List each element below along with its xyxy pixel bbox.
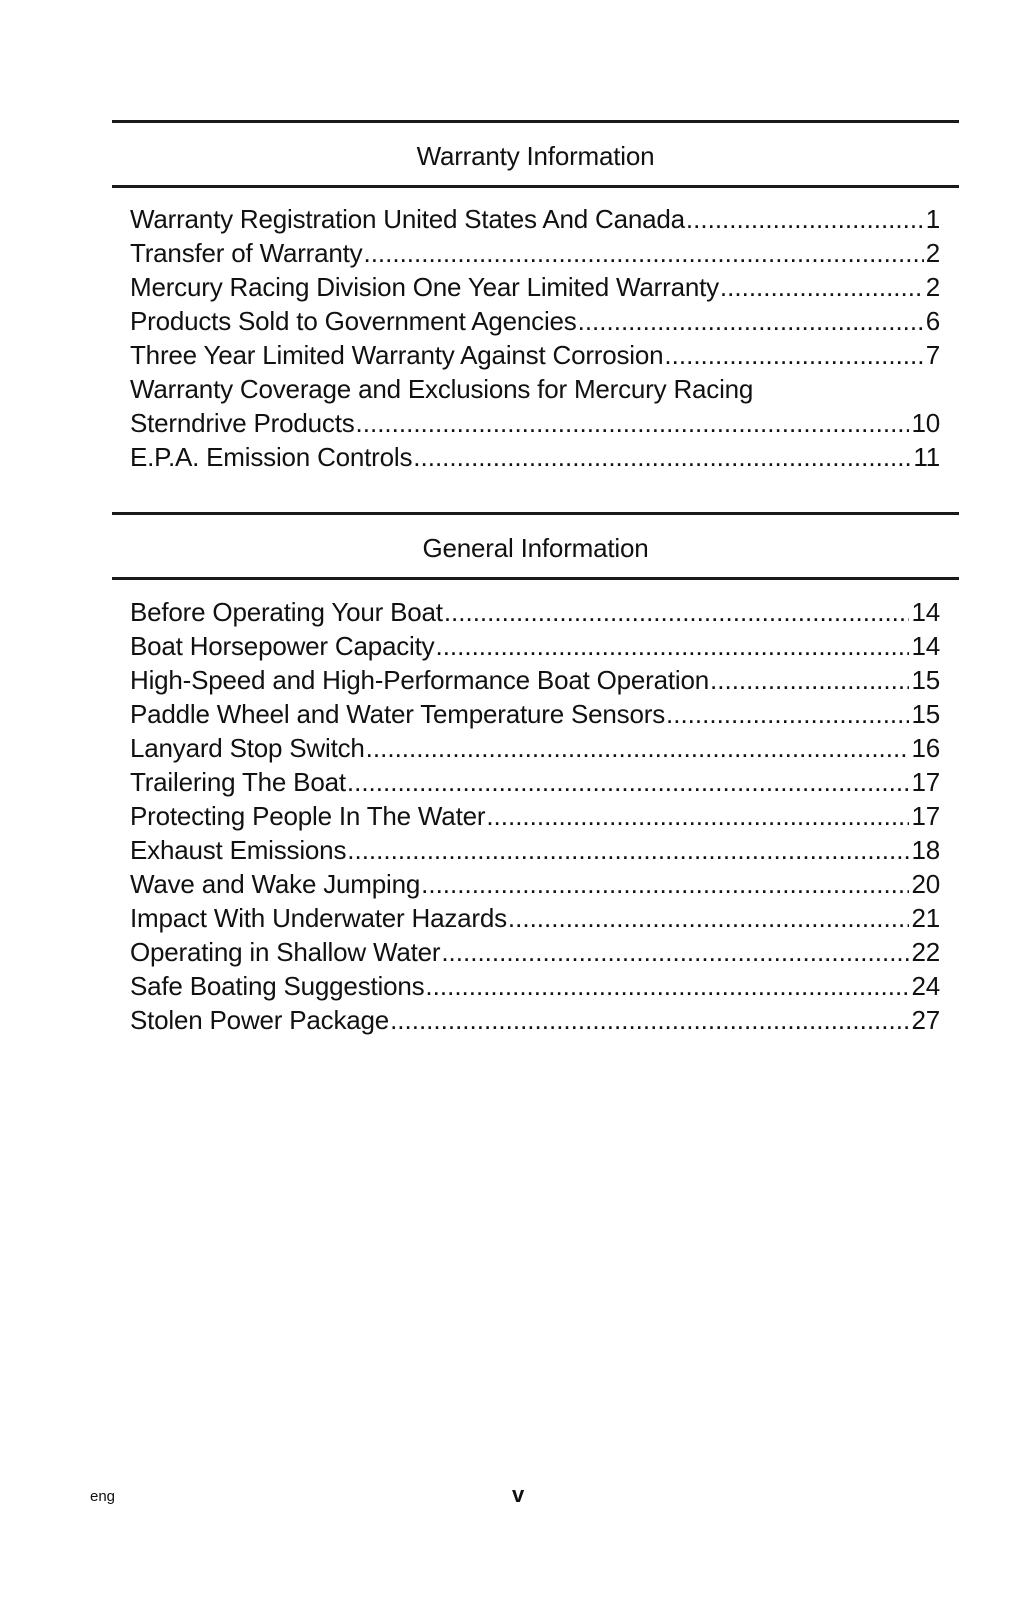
- dot-leader: [347, 765, 910, 799]
- toc-page-number: 11: [913, 442, 940, 472]
- toc-entry[interactable]: [130, 799, 940, 833]
- footer-page-number: v: [512, 1482, 525, 1507]
- toc-entry[interactable]: [130, 833, 940, 867]
- toc-page-number: 15: [911, 699, 940, 729]
- toc-entry-title: Boat Horsepower Capacity: [130, 631, 435, 661]
- toc-entry-title: Before Operating Your Boat: [130, 597, 443, 627]
- toc-entry[interactable]: [130, 765, 940, 799]
- general-toc-list: [130, 595, 940, 1037]
- dot-leader: [356, 406, 910, 440]
- toc-page-number: 24: [911, 971, 940, 1001]
- toc-entry[interactable]: [130, 867, 940, 901]
- dot-leader: [686, 202, 924, 236]
- dot-leader: [441, 935, 909, 969]
- general-section-header: [112, 512, 959, 580]
- dot-leader: [486, 799, 909, 833]
- toc-page-number: 1: [925, 204, 940, 234]
- toc-entry[interactable]: [130, 595, 940, 629]
- toc-entry-title: Stolen Power Package: [130, 1005, 390, 1035]
- toc-page-number: 18: [911, 835, 940, 865]
- toc-entry-title: Safe Boating Suggestions: [130, 971, 425, 1001]
- dot-leader: [666, 697, 909, 731]
- dot-leader: [366, 731, 910, 765]
- dot-leader: [720, 270, 924, 304]
- toc-entry[interactable]: [130, 663, 940, 697]
- toc-page-number: 16: [911, 733, 940, 763]
- toc-entry-title: Exhaust Emissions: [130, 835, 347, 865]
- dot-leader: [664, 338, 923, 372]
- toc-entry-title: Operating in Shallow Water: [130, 937, 441, 967]
- bottom-rule: [112, 577, 959, 580]
- toc-entry-title: Transfer of Warranty: [130, 238, 363, 268]
- toc-entry-continuation[interactable]: [130, 406, 940, 440]
- section-title: Warranty Information: [416, 141, 655, 171]
- dot-leader: [413, 440, 911, 474]
- toc-entry[interactable]: [130, 440, 940, 474]
- toc-page-number: 10: [911, 408, 940, 438]
- toc-page-number: 14: [911, 597, 940, 627]
- toc-page-number: 14: [911, 631, 940, 661]
- dot-leader: [710, 663, 909, 697]
- toc-page-number: 2: [925, 238, 940, 268]
- toc-entry[interactable]: [130, 697, 940, 731]
- toc-page-number: 21: [911, 903, 940, 933]
- toc-entry[interactable]: [130, 935, 940, 969]
- toc-entry[interactable]: [130, 202, 940, 236]
- dot-leader: [435, 629, 909, 663]
- toc-entry-title: Trailering The Boat: [130, 767, 346, 797]
- toc-entry[interactable]: [130, 901, 940, 935]
- toc-entry-title: Products Sold to Government Agencies: [130, 306, 577, 336]
- toc-entry-title: Paddle Wheel and Water Temperature Sensors: [130, 699, 665, 729]
- toc-entry[interactable]: [130, 1003, 940, 1037]
- toc-entry-title: Wave and Wake Jumping: [130, 869, 421, 899]
- dot-leader: [578, 304, 924, 338]
- toc-page-number: 17: [911, 767, 940, 797]
- warranty-section-header: [112, 120, 959, 188]
- toc-entry[interactable]: [130, 338, 940, 372]
- toc-entry[interactable]: [130, 236, 940, 270]
- toc-page-number: 2: [925, 272, 940, 302]
- toc-entry-title: Protecting People In The Water: [130, 801, 486, 831]
- toc-entry-title: Lanyard Stop Switch: [130, 733, 365, 763]
- toc-page-number: 22: [911, 937, 940, 967]
- dot-leader: [425, 969, 909, 1003]
- dot-leader: [347, 833, 909, 867]
- toc-entry[interactable]: [130, 304, 940, 338]
- toc-entry-title: Sterndrive Products: [130, 408, 355, 438]
- toc-page-number: 20: [911, 869, 940, 899]
- toc-entry-title-line1: Warranty Coverage and Exclusions for Mercury Racing: [130, 374, 754, 404]
- toc-entry-title: Mercury Racing Division One Year Limited Warranty: [130, 272, 719, 302]
- footer-language-code: eng: [90, 1488, 116, 1505]
- toc-entry-title: Three Year Limited Warranty Against Corrosion: [130, 340, 664, 370]
- section-title: General Information: [422, 533, 649, 563]
- warranty-toc-list: [130, 202, 940, 474]
- toc-page-number: 15: [911, 665, 940, 695]
- toc-entry[interactable]: [130, 270, 940, 304]
- dot-leader: [390, 1003, 909, 1037]
- toc-entry-title: E.P.A. Emission Controls: [130, 442, 413, 472]
- toc-entry-first-line[interactable]: [130, 372, 940, 406]
- toc-page-number: 6: [925, 306, 940, 336]
- toc-entry[interactable]: [130, 969, 940, 1003]
- toc-page-number: 7: [925, 340, 940, 370]
- dot-leader: [363, 236, 923, 270]
- toc-entry-title: Warranty Registration United States And Canada: [130, 204, 685, 234]
- bottom-rule: [112, 185, 959, 188]
- dot-leader: [444, 595, 910, 629]
- toc-entry[interactable]: [130, 731, 940, 765]
- toc-entry[interactable]: [130, 629, 940, 663]
- toc-entry-title: High-Speed and High-Performance Boat Operation: [130, 665, 710, 695]
- dot-leader: [508, 901, 910, 935]
- toc-page-number: 27: [911, 1005, 940, 1035]
- toc-entry-title: Impact With Underwater Hazards: [130, 903, 507, 933]
- toc-page-number: 17: [911, 801, 940, 831]
- dot-leader: [421, 867, 909, 901]
